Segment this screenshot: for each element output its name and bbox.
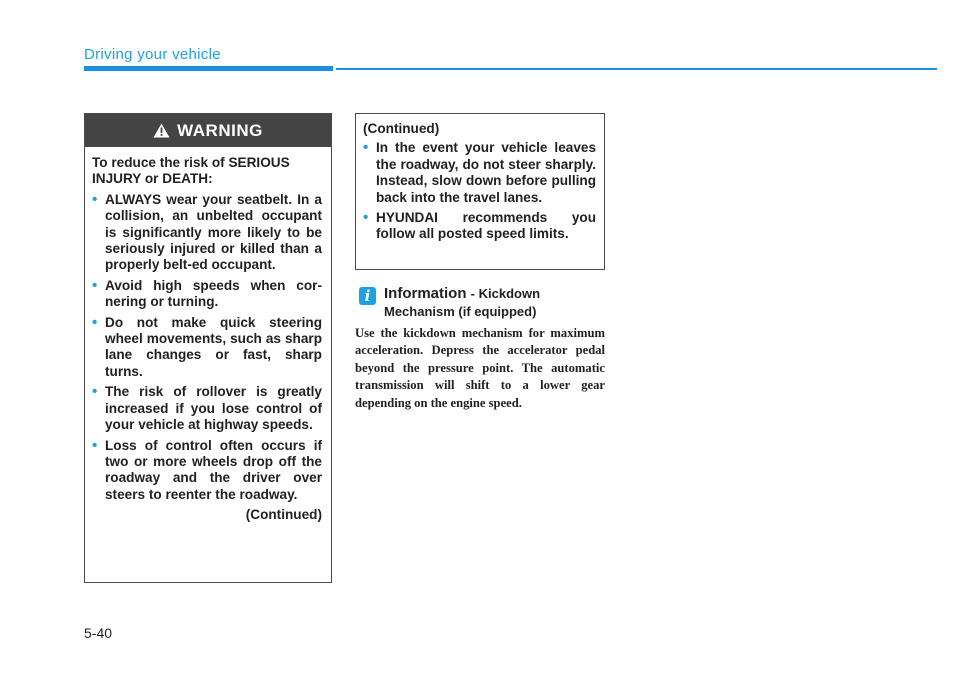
continued-bullet: • In the event your vehicle leaves the roadway, do not steer sharply. Instead, slow down before pulling back into the travel lanes. xyxy=(363,139,596,205)
header-rule-thin xyxy=(336,68,937,70)
warning-bullet: • Avoid high speeds when cor-nering or turning. xyxy=(92,276,322,310)
warning-bullet-list xyxy=(92,192,322,503)
warning-intro: To reduce the risk of SERIOUS INJURY or DEATH: xyxy=(92,155,290,187)
header-rule-thick xyxy=(84,66,333,71)
section-title: Driving your vehicle xyxy=(84,46,221,63)
bullet-dot-icon: • xyxy=(92,436,98,454)
bullet-dot-icon: • xyxy=(363,139,369,157)
bullet-dot-icon: • xyxy=(92,190,98,208)
warning-bullet: • Do not make quick steering wheel movements, such as sharp lane changes or fast, sharp turns. xyxy=(92,313,322,379)
warning-bullet: • Loss of control often occurs if two or more wheels drop off the roadway and the driver over steers to reenter the roadway. xyxy=(92,436,322,502)
info-title xyxy=(384,285,540,302)
info-subtitle-part1: - Kickdown xyxy=(470,286,541,301)
info-icon: i xyxy=(359,287,376,305)
warning-body xyxy=(85,147,331,524)
info-subtitle-part2: Mechanism (if equipped) xyxy=(384,304,537,319)
bullet-dot-icon: • xyxy=(92,383,98,401)
bullet-dot-icon: • xyxy=(92,313,98,331)
continued-box xyxy=(355,113,605,270)
warning-bullet: • The risk of rollover is greatly increased if you lose control of your vehicle at highway speeds. xyxy=(92,383,322,433)
continued-bullet-list xyxy=(363,140,596,242)
info-body: Use the kickdown mechanism for maximum acceleration. Depress the accelerator pedal beyond the pressure point. The automatic transmission will shift to a lower gear depending on the engine speed. xyxy=(355,326,605,410)
warning-continued: (Continued) xyxy=(245,507,322,523)
warning-triangle-icon xyxy=(153,123,170,138)
warning-bullet: • ALWAYS wear your seatbelt. In a collision, an unbelted occupant is significantly more likely to be seriously injured or killed than a properly belt-ed occupant. xyxy=(92,190,322,273)
page-number: 5-40 xyxy=(84,625,113,641)
warning-box xyxy=(84,113,332,583)
warning-header xyxy=(85,114,331,147)
bullet-dot-icon: • xyxy=(363,209,369,227)
bullet-dot-icon: • xyxy=(92,276,98,294)
continued-label: (Continued) xyxy=(363,121,440,136)
warning-title: WARNING xyxy=(177,120,263,140)
info-title-label: Information xyxy=(384,285,467,302)
continued-bullet: • HYUNDAI recommends you follow all posted speed limits. xyxy=(363,209,596,242)
